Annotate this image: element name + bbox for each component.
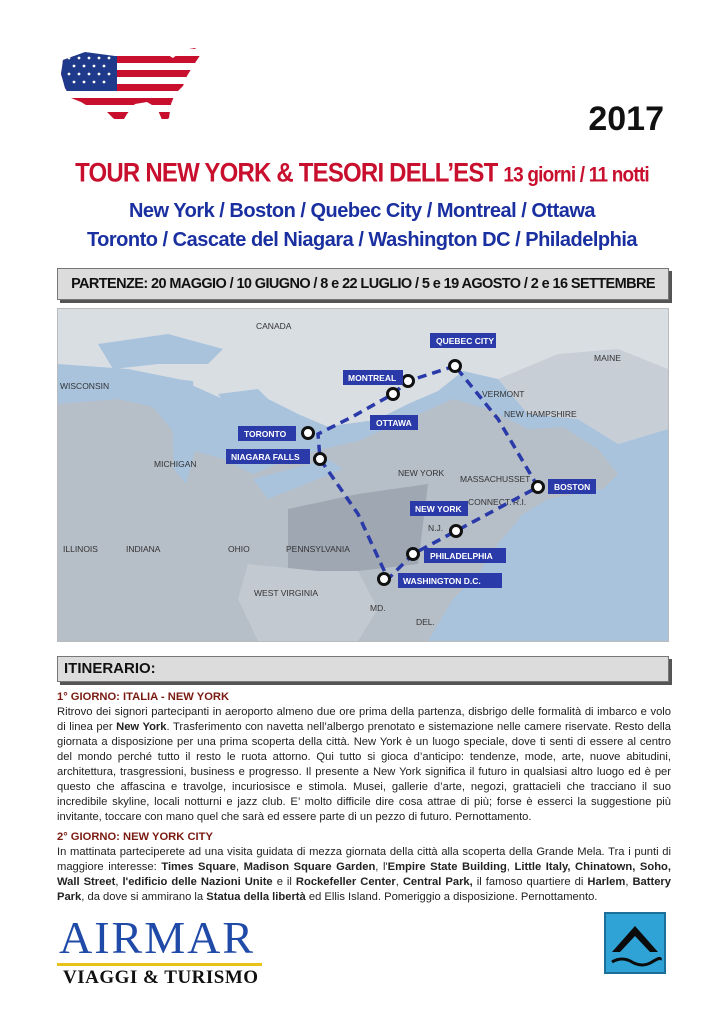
stop-label: MONTREAL	[348, 373, 397, 383]
map-label: MICHIGAN	[154, 459, 197, 469]
stop-label: BOSTON	[554, 482, 591, 492]
day-1-section	[57, 690, 671, 825]
logo-name: AIRMAR	[59, 912, 256, 963]
year: 2017	[588, 100, 664, 138]
stop-label: OTTAWA	[376, 418, 412, 428]
day-2-text: In mattinata parteciperete ad una visita guidata di mezza giornata della città alla scoperta della Grande Mela. Tra i punti di maggiore interesse: Times Square, Madison Square Garden, l'Empire State Building, Little Italy, Chinatown, Soho, Wall Street, l'edificio delle Nazioni Unite e il Rockefeller Center, Central Park, il famoso quartiere di Harlem, Battery Park, da dove si ammirano la Statua della libertà ed Ellis Island. Pomeriggio a disposizione. Pernottamento.	[57, 846, 671, 903]
map-label: PENNSYLVANIA	[286, 544, 350, 554]
stop-label: WASHINGTON D.C.	[403, 576, 481, 586]
day-1-text: Ritrovo dei signori partecipanti in aeroporto almeno due ore prima della partenza, disbrigo delle formalità di imbarco e volo di linea per New York. Trasferimento con navetta nell’albergo prenotato e sistemazione nelle camere riservate. Resto della giornata a disposizione per una prima scoperta della città. New York è un luogo speciale, dove ti senti di essere al centro del mondo perché tutto il resto le ruota attorno. Qui tutto si gioca d’anticipo: tendenze, mode, arte, nuove abitudini, architettura, trasgressioni, business e progresso. Il presente a New York significa il futuro in qualsiasi altro luogo ed è per questo che affascina e travolge, incuriosisce e stimola. Musei, gallerie d’arte, negozi, grattacieli che tracciano il suo incredibile skyline, locali notturni e jazz club. E’ molto difficile dire cosa attrae di più; forse è esserci la suggestione più invitante, toccare con mano quel che sarà ed essere parte di un pezzo di futuro. Pernottamento.	[57, 706, 671, 823]
map-label: N.J.	[428, 523, 444, 533]
stop-marker	[379, 574, 390, 585]
stop-label: NEW YORK	[415, 504, 462, 514]
map-label: OHIO	[228, 544, 250, 554]
tour-title	[0, 159, 724, 190]
stop-label: QUEBEC CITY	[436, 336, 495, 346]
map-label: NEW YORK	[398, 468, 445, 478]
stop-marker	[388, 389, 399, 400]
map-label: DEL.	[416, 617, 435, 627]
map-label: CONNECT.	[468, 497, 512, 507]
stop-marker	[303, 428, 314, 439]
logo-bar	[57, 963, 262, 966]
departures-text: PARTENZE: 20 MAGGIO / 10 GIUGNO / 8 e 22 LUGLIO / 5 e 19 AGOSTO / 2 e 16 SETTEMBRE	[71, 276, 655, 292]
map-label: ILLINOIS	[63, 544, 98, 554]
stop-label: NIAGARA FALLS	[231, 452, 300, 462]
map-label: CANADA	[256, 321, 292, 331]
map-label: R.I.	[513, 497, 527, 507]
map-label: INDIANA	[126, 544, 161, 554]
map-label: MAINE	[594, 353, 621, 363]
stop-marker	[315, 454, 326, 465]
map-label: WEST VIRGINIA	[254, 588, 319, 598]
tour-duration: 13 giorni / 11 notti	[503, 164, 649, 188]
day-1-title: 1° GIORNO: ITALIA - NEW YORK	[57, 691, 230, 703]
stop-marker	[450, 361, 461, 372]
tour-title-main: TOUR NEW YORK & TESORI DELL’EST	[75, 158, 498, 189]
departures-box	[57, 268, 669, 300]
stop-label: TORONTO	[244, 429, 287, 439]
stop-marker	[408, 549, 419, 560]
map-label: MD.	[370, 603, 386, 613]
map-label: WISCONSIN	[60, 381, 110, 391]
stop-label: PHILADELPHIA	[430, 551, 493, 561]
day-2-title: 2° GIORNO: NEW YORK CITY	[57, 831, 213, 843]
map-label: NEW HAMPSHIRE	[504, 409, 577, 419]
logo-tagline: VIAGGI & TURISMO	[63, 967, 259, 988]
stop-marker	[403, 376, 414, 387]
route-line-2: Toronto / Cascate del Niagara / Washington DC / Philadelphia	[86, 229, 638, 251]
land-wv	[238, 564, 378, 641]
map-label: MASSACHUSSET	[460, 474, 531, 484]
usa-flag-map-icon	[55, 42, 205, 132]
mountain-badge-icon	[604, 912, 666, 974]
map-label: VERMONT	[482, 389, 525, 399]
itinerary-heading: ITINERARIO:	[64, 660, 156, 677]
itinerary-heading-box	[57, 656, 669, 682]
airmar-logo	[57, 912, 267, 988]
route-line-1: New York / Boston / Quebec City / Montreal / Ottawa	[128, 200, 596, 222]
day-2-section	[57, 830, 671, 905]
stop-marker	[533, 482, 544, 493]
stop-marker	[451, 526, 462, 537]
route-map	[57, 308, 669, 642]
